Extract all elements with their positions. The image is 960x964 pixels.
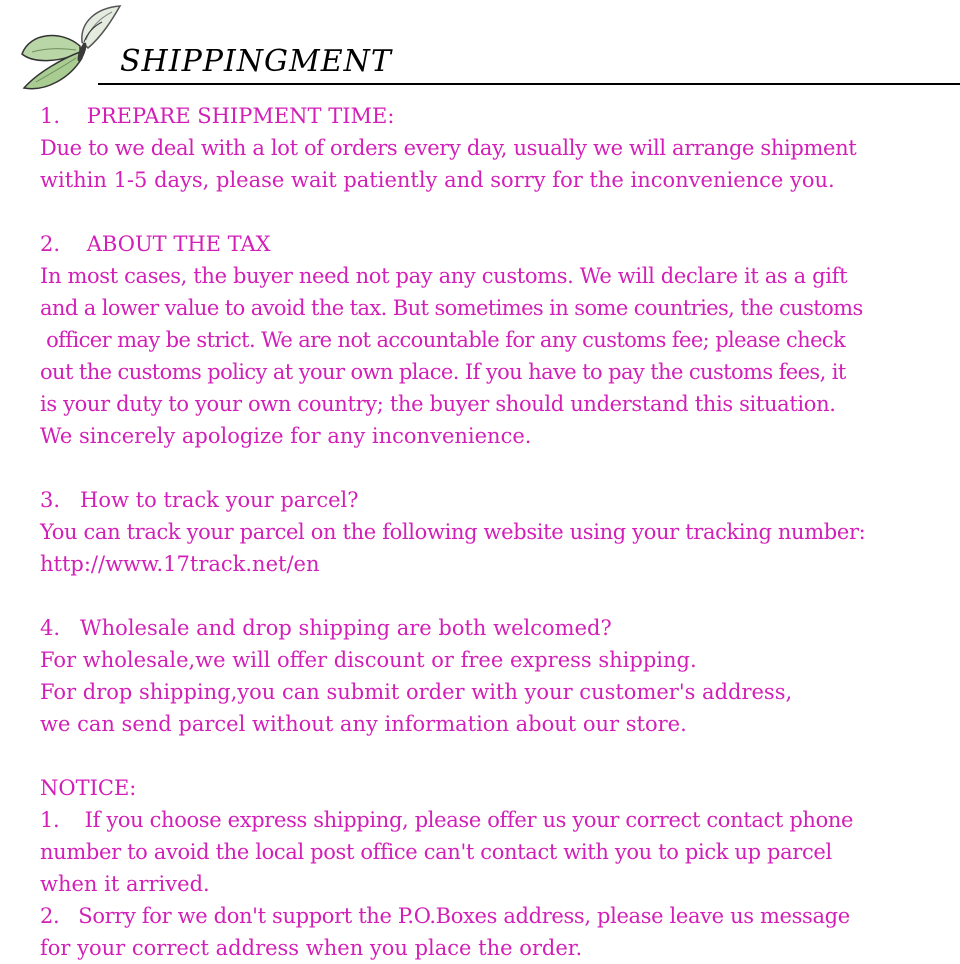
spacer xyxy=(40,196,958,228)
text-line: You can track your parcel on the following website using your tracking number: xyxy=(40,520,866,544)
section-heading: 2. ABOUT THE TAX xyxy=(40,232,271,256)
text-line: Due to we deal with a lot of orders every day, usually we will arrange shipment xyxy=(40,136,857,160)
section-notice xyxy=(40,772,958,964)
text-line: for your correct address when you place the order. xyxy=(40,936,583,960)
spacer xyxy=(40,452,958,484)
text-line: 1. If you choose express shipping, please offer us your correct contact phone xyxy=(40,808,854,832)
page-title: SHIPPINGMENT xyxy=(120,44,392,79)
section-track-parcel xyxy=(40,484,958,580)
tracking-url: http://www.17track.net/en xyxy=(40,552,320,576)
text-line: we can send parcel without any information about our store. xyxy=(40,712,687,736)
section-prepare-shipment xyxy=(40,100,958,196)
text-line: number to avoid the local post office can't contact with you to pick up parcel xyxy=(40,840,832,864)
header-divider xyxy=(98,83,960,85)
spacer xyxy=(40,740,958,772)
text-line: when it arrived. xyxy=(40,872,210,896)
text-line: For drop shipping,you can submit order with your customer's address, xyxy=(40,680,793,704)
text-line: within 1-5 days, please wait patiently and sorry for the inconvenience you. xyxy=(40,168,835,192)
section-heading: 1. PREPARE SHIPMENT TIME: xyxy=(40,104,395,128)
text-line: In most cases, the buyer need not pay any customs. We will declare it as a gift xyxy=(40,264,848,288)
text-line: For wholesale,we will offer discount or free express shipping. xyxy=(40,648,697,672)
text-line: out the customs policy at your own place. If you have to pay the customs fees, it xyxy=(40,360,846,384)
section-heading: 4. Wholesale and drop shipping are both welcomed? xyxy=(40,616,612,640)
text-line: officer may be strict. We are not accountable for any customs fee; please check xyxy=(40,328,846,352)
section-wholesale xyxy=(40,612,958,740)
text-line: 2. Sorry for we don't support the P.O.Boxes address, please leave us message xyxy=(40,904,850,928)
text-line: is your duty to your own country; the buyer should understand this situation. xyxy=(40,392,836,416)
section-heading: 3. How to track your parcel? xyxy=(40,488,359,512)
shipping-content xyxy=(40,100,958,964)
butterfly-icon xyxy=(12,2,122,94)
section-heading: NOTICE: xyxy=(40,776,137,800)
spacer xyxy=(40,580,958,612)
section-about-tax xyxy=(40,228,958,452)
text-line: We sincerely apologize for any inconvenience. xyxy=(40,424,532,448)
text-line: and a lower value to avoid the tax. But sometimes in some countries, the customs xyxy=(40,296,863,320)
header xyxy=(0,0,960,96)
